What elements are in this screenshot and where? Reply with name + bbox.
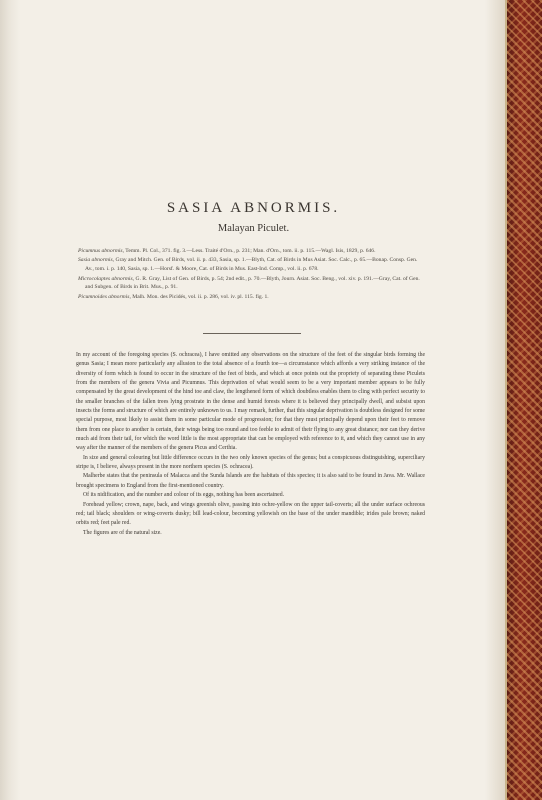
reference-entry xyxy=(78,275,423,293)
body-paragraph: Forehead yellow; crown, nape, back, and wings greenish olive, passing into ochre-yellow on the upper tail-coverts; all the under surface ochreous red; tail black; shoulders or wing-coverts dusky; bill lead-colour, becoming yellowish on the base of the under mandible; irides pale brown; naked orbits red; feet pale red. xyxy=(76,501,425,527)
synonymy-references xyxy=(78,247,423,302)
reference-text: , Temm. Pl. Col., 371. fig. 3.—Less. Traité d'Orn., p. 231; Man. d'Orn., tom. ii. p. 115.—Wagl. Isis, 1829, p. 646. xyxy=(122,248,376,254)
body-paragraph: In my account of the foregoing species (S. ochracea), I have omitted any observations on the structure of the feet of the singular birds forming the genus Sasia; I mean more particularly any allusion to the total absence of a fourth toe—a circumstance which affords a very striking instance of the diversity of form which is found to occur in the structure of the feet of birds, and which at once points out the propriety of separating these Piculets from the members of the genera Vivia and Picumnus. This deprivation of what would seem to be a very important member appears to be fully compensated by the great development of the hind toe and claw, the lengthened form of which doubtless enables them to cling with perfect security to the smaller branches of the fallen trees lying prostrate in the dense and humid forests where it is believed they principally dwell, and subsist upon insects the forms and structure of which are entirely unknown to us. I may remark, further, that this singular deprivation is doubtless designed for some special purpose, most likely to assist them in some particular mode of progression; for that they must principally depend upon their feet to remove them from one place to another is certain, their wings being too round and too feeble to admit of their flying to any great distance; nor can they derive much aid from their tail, for which the word little is the most appropriate that can be employed with reference to it, and which they cannot use in any way after the manner of the members of the genera Picus and Certhia. xyxy=(76,352,425,452)
reference-name: Picumnoides abnormis xyxy=(78,293,130,300)
body-paragraph: In size and general colouring but little difference occurs in the two only known species of the genus; but a conspicuous distinguishing, superciliary stripe is, I believe, always present in the more northern species (S. ochracea). xyxy=(76,454,425,471)
reference-entry xyxy=(78,293,423,302)
reference-text: , Gray and Mitch. Gen. of Birds, vol. ii. p. 433, Sasia, sp. 1.—Blyth, Cat. of Birds in Mus Asiat. Soc. Calc., p. 65.—Bonap. Consp. Gen. Av., tom. i. p. 140, Sasia, sp. 1.—Horsf. & Moore, Cat. of Birds in Mus. East-Ind. Comp., vol. ii. p. 678. xyxy=(85,257,418,273)
reference-entry xyxy=(78,247,423,256)
page-edge-shadow xyxy=(485,0,507,800)
reference-name: Sasia abnormis xyxy=(78,257,113,264)
body-paragraph: Malherbe states that the peninsula of Malacca and the Sunda Islands are the habitats of this species; it is also said to be found in Java. Mr. Wallace brought specimens to England from the first-mentioned country. xyxy=(76,473,425,489)
reference-text: , G. R. Gray, List of Gen. of Birds, p. 54; 2nd edit., p. 70.—Blyth, Journ. Asiat. Soc. Beng., vol. xiv. p. 191.—Gray, Cat. of Gen. and Subgen. of Birds in Brit. Mus., p. 91. xyxy=(85,275,420,291)
body-paragraph: The figures are of the natural size. xyxy=(83,529,162,536)
reference-name: Picumnus abnormis xyxy=(78,248,123,254)
body-text xyxy=(76,351,425,538)
page-title: SASIA ABNORMIS. xyxy=(166,200,341,216)
page-gutter-shadow xyxy=(0,0,20,800)
reference-name: Microcolaptes abnormis xyxy=(78,275,133,282)
reference-entry xyxy=(78,256,423,274)
page-subtitle: Malayan Piculet. xyxy=(217,223,290,234)
body-paragraph: Of its nidification, and the number and colour of its eggs, nothing has been ascertained. xyxy=(83,492,285,499)
marbled-binding xyxy=(507,0,542,800)
section-divider xyxy=(203,333,301,334)
reference-text: , Malh. Mon. des Picidés, vol. ii. p. 286, vol. iv. pl. 115. fig. 1. xyxy=(129,293,269,300)
